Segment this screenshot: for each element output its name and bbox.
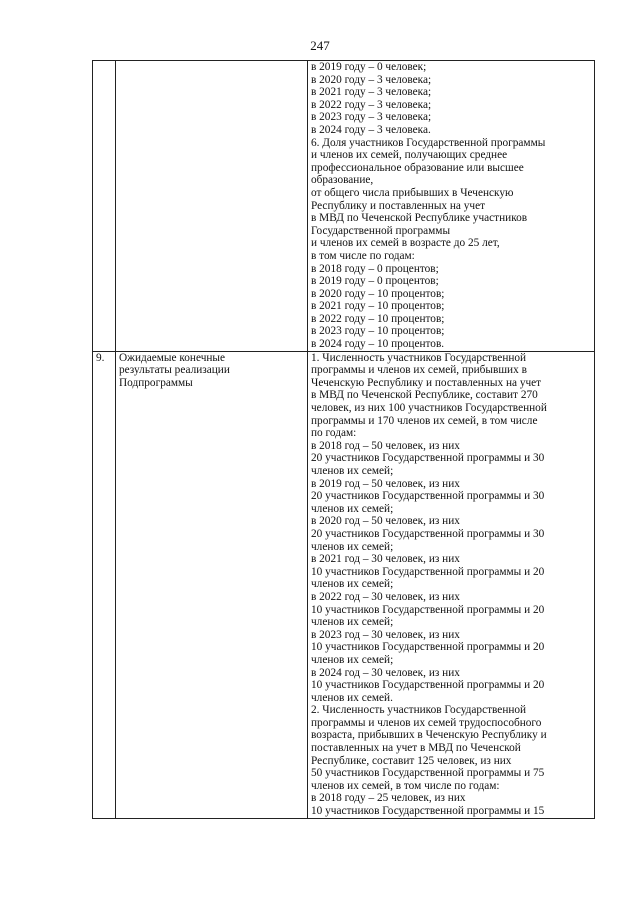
content-line: в 2024 год – 30 человек, из них [311, 666, 460, 679]
content-line: поставленных на учет в МВД по Чеченской [311, 742, 521, 755]
content-line: 10 участников Государственной программы и 20 [311, 565, 545, 578]
content-line: по годам: [311, 427, 357, 440]
content-line: членов их семей. [311, 691, 393, 704]
content-line: Чеченскую Республику и поставленных на учет [311, 376, 542, 389]
row-number-cell: 9. [93, 351, 116, 818]
content-line: человек, из них 100 участников Государственной [311, 402, 547, 415]
content-line: членов их семей; [311, 653, 394, 666]
table-row [93, 61, 595, 352]
content-line: в 2022 год – 30 человек, из них [311, 590, 460, 603]
document-table [92, 60, 595, 819]
row-name-cell [116, 351, 308, 818]
content-line: в МВД по Чеченской Республике участников [311, 212, 528, 225]
content-line: и членов их семей в возрасте до 25 лет, [311, 237, 500, 250]
content-line: в 2020 году – 10 процентов; [311, 287, 445, 300]
content-line: и членов их семей, получающих среднее [311, 149, 508, 162]
content-line: 10 участников Государственной программы и 15 [311, 805, 545, 818]
content-line: в 2023 год – 30 человек, из них [311, 628, 460, 641]
content-line: 10 участников Государственной программы и 20 [311, 641, 545, 654]
content-line: 10 участников Государственной программы и 20 [311, 679, 545, 692]
content-line: членов их семей; [311, 578, 394, 591]
content-line: в том числе по годам: [311, 249, 415, 262]
row-number-cell [93, 61, 116, 352]
row-content-cell [308, 61, 595, 352]
content-line: в 2024 году – 10 процентов. [311, 338, 445, 351]
page-number: 247 [310, 38, 330, 53]
table-body [93, 61, 595, 819]
content-line: в 2019 году – 0 процентов; [311, 275, 439, 288]
content-line: возраста, прибывших в Чеченскую Республику и [311, 729, 547, 742]
content-line: в 2020 году – 3 человека; [311, 73, 432, 86]
content-line: 50 участников Государственной программы и 75 [311, 767, 545, 780]
content-line: в 2020 год – 50 человек, из них [311, 515, 460, 528]
content-line: членов их семей; [311, 540, 394, 553]
content-line: программы и членов их семей, прибывших в [311, 364, 527, 377]
content-line: в 2019 году – 0 человек; [311, 61, 427, 73]
content-line: членов их семей, в том числе по годам: [311, 779, 500, 792]
content-line: 1. Численность участников Государственной [311, 351, 527, 364]
content-line: членов их семей; [311, 502, 394, 515]
row-name-cell [116, 61, 308, 352]
content-line: в 2023 году – 3 человека; [311, 111, 432, 124]
row-name-line: результаты реализации [119, 364, 230, 377]
content-line: в 2018 год – 50 человек, из них [311, 439, 460, 452]
row-name-line: Ожидаемые конечные [119, 351, 226, 364]
content-line: в МВД по Чеченской Республике, составит 270 [311, 389, 538, 402]
row-name-line: Подпрограммы [119, 376, 193, 389]
content-line: 20 участников Государственной программы и 30 [311, 527, 545, 540]
content-line: образование, [311, 174, 374, 187]
content-line: Государственной программы [311, 224, 451, 237]
row-content-cell [308, 351, 595, 818]
content-line: 20 участников Государственной программы и 30 [311, 452, 545, 465]
content-line: программы и членов их семей трудоспособного [311, 716, 542, 729]
content-line: Республику и поставленных на учет [311, 199, 486, 212]
content-line: членов их семей; [311, 465, 394, 477]
content-line: Республике, составит 125 человек, из них [311, 754, 512, 767]
content-line: 10 участников Государственной программы и 20 [311, 603, 545, 616]
content-line: в 2024 году – 3 человека. [311, 123, 431, 136]
table-row [93, 351, 595, 818]
content-line: в 2021 год – 30 человек, из них [311, 553, 460, 566]
content-line: в 2018 году – 25 человек, из них [311, 792, 466, 805]
content-line: профессиональное образование или высшее [311, 161, 524, 174]
content-line: в 2022 году – 10 процентов; [311, 312, 445, 325]
content-line: членов их семей; [311, 616, 394, 629]
content-line: в 2023 году – 10 процентов; [311, 325, 445, 338]
content-line: в 2019 год – 50 человек, из них [311, 477, 460, 490]
content-line: в 2021 году – 3 человека; [311, 86, 432, 99]
content-line: в 2022 году – 3 человека; [311, 98, 432, 111]
content-line: 2. Численность участников Государственной [311, 704, 527, 717]
content-line: от общего числа прибывших в Чеченскую [311, 186, 514, 199]
content-line: программы и 170 членов их семей, в том числе [311, 414, 538, 427]
content-line: 20 участников Государственной программы и 30 [311, 490, 545, 503]
content-line: 6. Доля участников Государственной программы [311, 136, 546, 149]
content-line: в 2021 году – 10 процентов; [311, 300, 445, 313]
content-line: в 2018 году – 0 процентов; [311, 262, 439, 275]
